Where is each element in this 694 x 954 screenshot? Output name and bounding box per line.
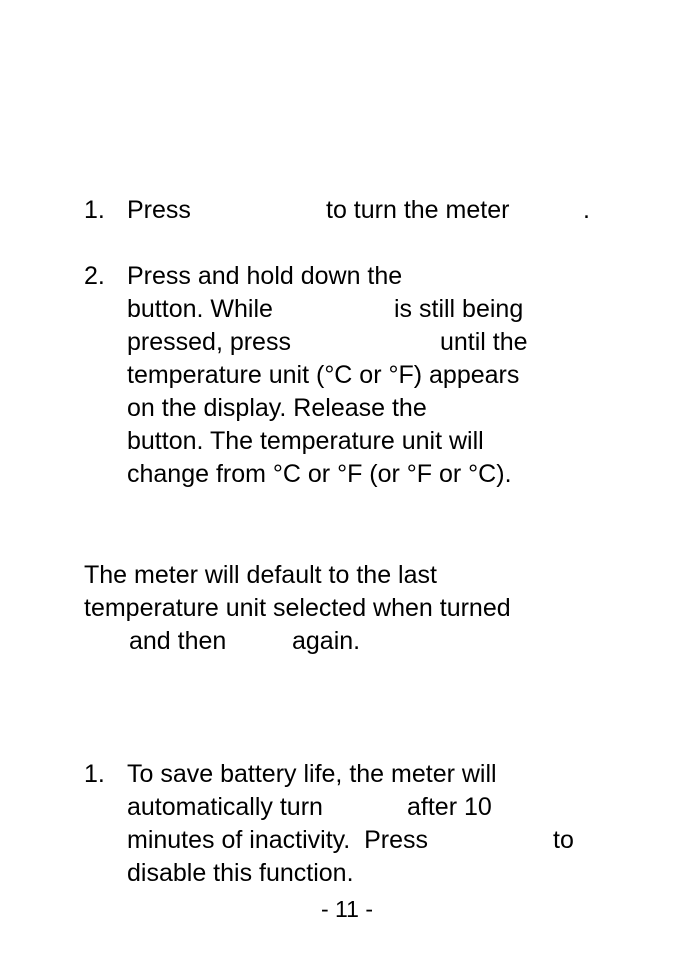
- step-2-line-3-part-2: until the: [440, 328, 528, 356]
- step-1-text-part-2: to turn the meter: [326, 196, 510, 224]
- step-2-line-7: change from °C or °F (or °F or °C).: [127, 460, 512, 488]
- step-1-text-part-3: .: [583, 196, 590, 224]
- auto-power-off-line-1: To save battery life, the meter will: [127, 760, 497, 788]
- step-2-line-2-part-2: is still being: [394, 295, 524, 323]
- step-2-line-5: on the display. Release the: [127, 394, 427, 422]
- step-2-number: 2.: [84, 262, 105, 290]
- auto-power-off-line-3-part-1: minutes of inactivity. Press: [127, 826, 429, 854]
- step-2-line-6: button. The temperature unit will: [127, 427, 484, 455]
- auto-power-off-line-2-part-2: after 10: [407, 793, 492, 821]
- note-line-3-part-1: and then: [129, 627, 227, 655]
- step-2-line-3-part-1: pressed, press: [127, 328, 291, 356]
- auto-power-off-line-2-part-1: automatically turn: [127, 793, 323, 821]
- auto-power-off-number: 1.: [84, 760, 105, 788]
- step-2-line-2-part-1: button. While: [127, 295, 273, 323]
- note-line-1: The meter will default to the last: [84, 561, 437, 589]
- auto-power-off-line-3-part-2: to: [553, 826, 574, 854]
- step-2-line-1: Press and hold down the: [127, 262, 403, 290]
- step-2-line-4: temperature unit (°C or °F) appears: [127, 361, 520, 389]
- auto-power-off-line-4: disable this function.: [127, 859, 354, 887]
- page-number: - 11 -: [321, 896, 373, 922]
- step-1-number: 1.: [84, 196, 105, 224]
- step-1-text-part-1: Press: [127, 196, 191, 224]
- note-line-2: temperature unit selected when turned: [84, 594, 511, 622]
- note-line-3-part-2: again.: [292, 627, 361, 655]
